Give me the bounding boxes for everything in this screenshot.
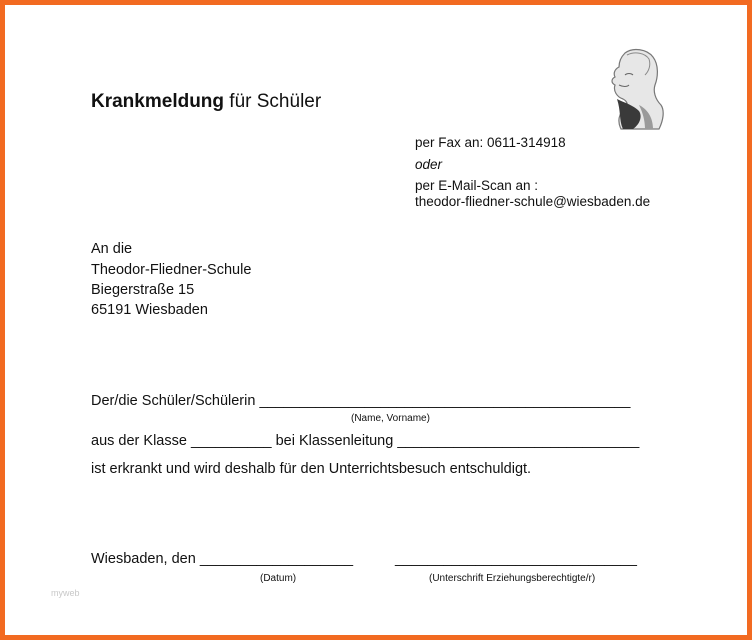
name-hint: (Name, Vorname) [351, 413, 430, 424]
school-logo-portrait [603, 45, 669, 135]
fax-line: per Fax an: 0611-314918 [415, 135, 566, 150]
watermark: myweb [51, 588, 80, 598]
document-title [91, 91, 321, 113]
student-name-line: Der/die Schüler/Schülerin ______________________________________________ [91, 393, 631, 409]
email-label: per E-Mail-Scan an : [415, 178, 539, 193]
signature-hint: (Unterschrift Erziehungsberechtigte/r) [429, 573, 596, 584]
signature-line: ______________________________ [395, 551, 637, 567]
oder-line: oder [415, 157, 443, 172]
title-rest: für Schüler [224, 91, 322, 112]
class-line: aus der Klasse __________ bei Klassenleitung ______________________________ [91, 433, 640, 449]
sick-statement: ist erkrankt und wird deshalb für den Unterrichtsbesuch entschuldigt. [91, 461, 532, 477]
address-line-4: 65191 Wiesbaden [91, 302, 208, 318]
date-hint: (Datum) [260, 573, 297, 584]
email-address: theodor-fliedner-schule@wiesbaden.de [415, 194, 651, 209]
title-bold: Krankmeldung [91, 91, 225, 112]
address-line-2: Theodor-Fliedner-Schule [91, 262, 252, 278]
address-line-1: An die [91, 241, 133, 257]
address-line-3: Biegerstraße 15 [91, 282, 195, 298]
place-date-line: Wiesbaden, den ___________________ [91, 551, 354, 567]
